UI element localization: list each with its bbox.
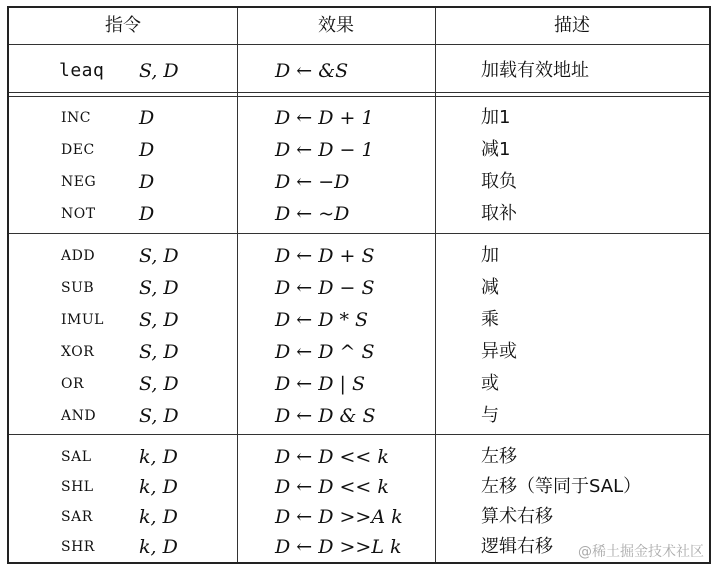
instruction-effect: D ← −D [275,171,350,193]
table-row [9,55,709,87]
table-row [9,471,709,503]
instruction-operands: S, D [139,405,179,427]
table-row [9,272,709,304]
instruction-op: leaq [59,60,105,81]
instruction-desc: 加载有效地址 [481,60,589,81]
instruction-desc: 减 [481,277,499,298]
header-effect: 效果 [318,15,354,36]
instruction-op: XOR [61,344,95,360]
instruction-effect: D ← D − S [275,277,375,299]
group-divider [9,434,709,435]
instruction-operands: S, D [139,309,179,331]
instruction-op: SUB [61,280,95,296]
instruction-effect: D ← ~D [275,203,350,225]
instruction-op: ADD [61,248,96,264]
table-row [9,368,709,400]
instruction-op: DEC [61,142,95,158]
table-row [9,400,709,432]
table-row [9,441,709,473]
instruction-operands: D [139,203,155,225]
instruction-op: SAR [61,509,93,525]
table-row [9,198,709,230]
group-divider [9,233,709,234]
table-row [9,336,709,368]
instruction-desc: 取负 [481,171,517,192]
instruction-effect: D ← D >>L k [275,536,402,558]
instruction-op: AND [61,408,97,424]
instruction-operands: S, D [139,60,179,82]
instruction-effect: D ← D >>A k [275,506,403,528]
instruction-op: INC [61,110,91,126]
instruction-effect: D ← D & S [275,405,376,427]
instruction-desc: 逻辑右移 [481,536,553,557]
instruction-effect: D ← D + S [275,245,375,267]
table-row [9,102,709,134]
instruction-desc: 加1 [481,107,511,128]
instruction-desc: 与 [481,405,499,426]
instruction-effect: D ← D << k [275,476,389,498]
header-instruction: 指令 [105,15,141,36]
instruction-desc: 加 [481,245,499,266]
instruction-operands: D [139,107,155,129]
instruction-desc: 或 [481,373,499,394]
table-row [9,240,709,272]
instruction-operands: k, D [139,536,178,558]
instruction-effect: D ← D << k [275,446,389,468]
table-row [9,166,709,198]
group-divider [9,92,709,97]
instruction-effect: D ← D * S [275,309,369,331]
instruction-operands: S, D [139,277,179,299]
instruction-desc: 左移（等同于SAL） [481,476,642,497]
instruction-desc: 异或 [481,341,517,362]
instruction-operands: D [139,171,155,193]
table-row [9,134,709,166]
instruction-effect: D ← D − 1 [275,139,374,161]
table-row [9,501,709,533]
instruction-effect: D ← D ^ S [275,341,375,363]
instruction-effect: D ← D | S [275,373,365,395]
instruction-op: SHR [61,539,95,555]
instruction-operands: k, D [139,446,178,468]
watermark: @稀土掘金技术社区 [578,544,704,560]
instruction-desc: 减1 [481,139,511,160]
instruction-op: NEG [61,174,97,190]
instruction-operands: S, D [139,245,179,267]
instruction-operands: D [139,139,155,161]
instruction-op: SHL [61,479,94,495]
header-description: 描述 [554,15,590,36]
instruction-op: IMUL [61,312,104,328]
instruction-effect: D ← D + 1 [275,107,374,129]
instruction-effect: D ← &S [275,60,349,82]
instruction-op: SAL [61,449,92,465]
header-divider [9,44,709,45]
instruction-desc: 左移 [481,446,517,467]
instruction-desc: 乘 [481,309,499,330]
instruction-operands: S, D [139,341,179,363]
instruction-op: OR [61,376,85,392]
instruction-op: NOT [61,206,96,222]
instruction-operands: S, D [139,373,179,395]
instruction-operands: k, D [139,476,178,498]
table-row [9,304,709,336]
instruction-table [7,6,711,564]
instruction-operands: k, D [139,506,178,528]
instruction-desc: 算术右移 [481,506,553,527]
instruction-desc: 取补 [481,203,517,224]
